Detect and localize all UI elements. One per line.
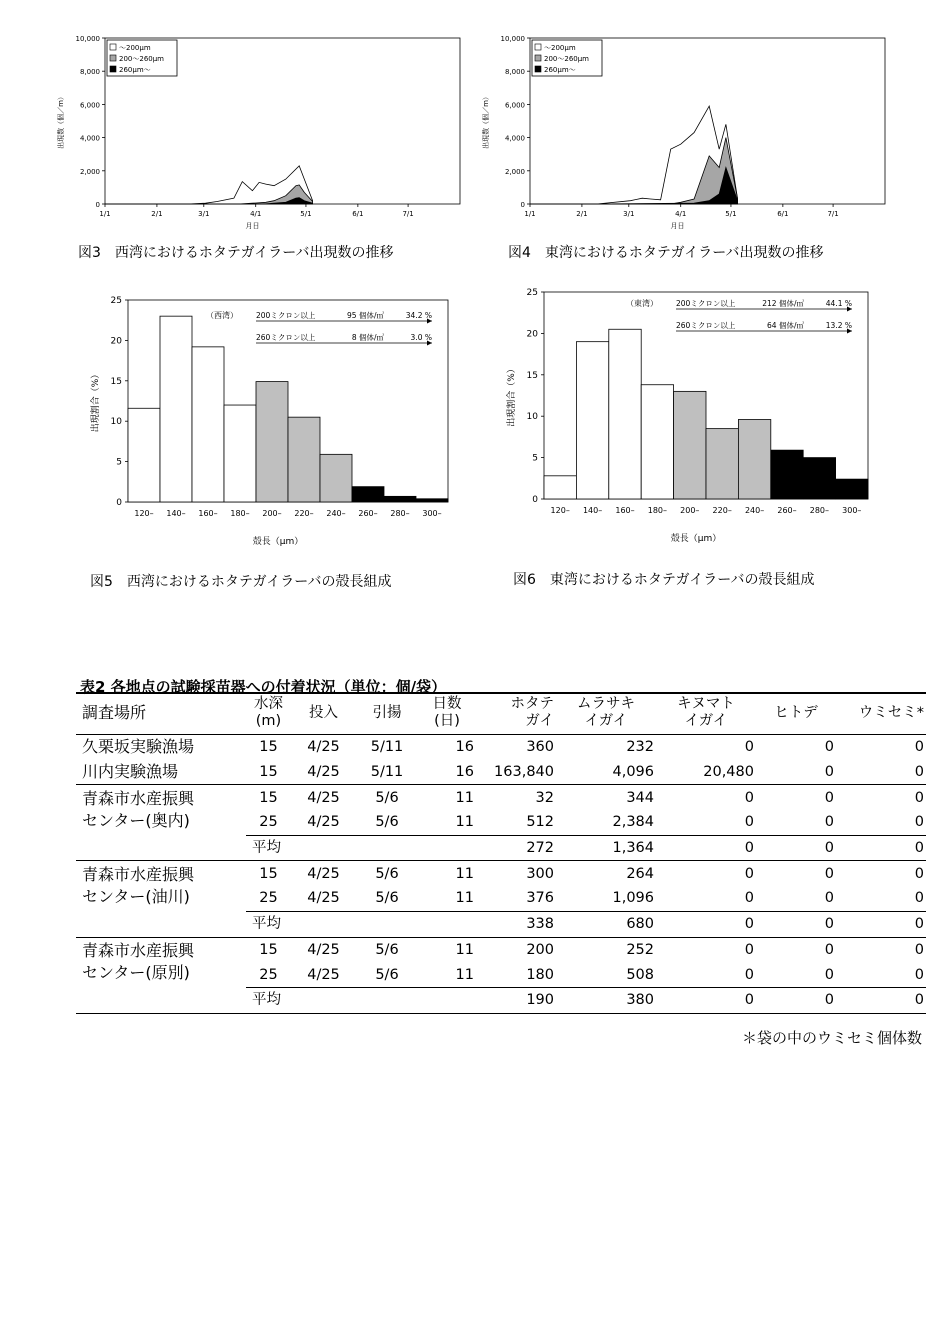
cell-murasaki: 344 — [556, 785, 656, 810]
x-tick-label: 4/1 — [675, 210, 687, 218]
x-tick-label: 7/1 — [402, 210, 414, 218]
cell-deploy: 4/25 — [307, 814, 340, 831]
cell-kinuta: 0 — [656, 835, 756, 861]
y-tick-label: 6,000 — [504, 101, 525, 110]
cell-days — [418, 911, 476, 937]
cell-umisemi: 0 — [836, 785, 926, 810]
y-tick-label: 8,000 — [79, 68, 100, 77]
bar — [771, 450, 803, 499]
fig3-chart — [55, 30, 465, 235]
cell-hitode: 0 — [756, 911, 836, 937]
x-tick-label: 4/1 — [250, 210, 262, 218]
cell-hitode: 0 — [824, 966, 834, 983]
bar — [803, 458, 835, 499]
x-tick-label: 1/1 — [99, 210, 111, 218]
x-tick-label: 220– — [294, 509, 314, 518]
cell-hotate: 338 — [476, 911, 556, 937]
bar — [576, 342, 608, 499]
bar — [641, 385, 673, 499]
bar — [320, 454, 352, 502]
bar — [256, 382, 288, 502]
cell-retrieve: 5/6 — [375, 966, 399, 983]
fig5-caption: 図5 西湾におけるホタテガイラーバの殻長組成 — [90, 574, 392, 590]
fig3-caption: 図3 西湾におけるホタテガイラーバ出現数の推移 — [78, 245, 394, 261]
legend-label: 260μm～ — [119, 66, 151, 74]
bar — [384, 496, 416, 502]
cell-hitode: 0 — [824, 814, 834, 831]
cell-umisemi: 0 — [914, 814, 924, 831]
cell-depth: 15 — [246, 937, 291, 962]
x-tick-label: 300– — [842, 506, 862, 515]
bar — [160, 316, 192, 502]
cell-days: 11 — [455, 814, 474, 831]
cell-retrieve: 5/6 — [356, 861, 418, 886]
table-row — [76, 937, 926, 962]
cell-hitode: 0 — [756, 785, 836, 810]
table-row — [76, 735, 926, 760]
legend-label: ～200μm — [119, 44, 151, 52]
annotation-value: 95 個体/㎥ — [347, 311, 384, 320]
y-tick-label: 0 — [532, 495, 538, 505]
cell-retrieve — [356, 911, 418, 937]
header-depth — [246, 693, 291, 735]
cell-depth: 15 — [246, 861, 291, 886]
x-tick-label: 5/1 — [725, 210, 737, 218]
cell-umisemi: 0 — [836, 835, 926, 861]
cell-murasaki: 264 — [556, 861, 656, 886]
y-tick-label: 0 — [116, 498, 122, 508]
cell-kinuta: 0 — [744, 890, 754, 907]
y-tick-label: 10 — [110, 417, 122, 428]
cell-hitode: 0 — [756, 987, 836, 1013]
empty-cell — [76, 911, 246, 937]
y-axis-label: 出現割合（%） — [507, 364, 517, 427]
figure-3 — [55, 30, 465, 235]
cell-deploy: 4/25 — [307, 739, 340, 756]
fig6-chart — [500, 283, 880, 558]
x-tick-label: 1/1 — [524, 210, 536, 218]
cell-murasaki: 2,384 — [612, 814, 654, 831]
annotation-percent: 3.0 % — [410, 333, 432, 342]
header-umisemi: ウミセミ* — [836, 693, 926, 735]
annotation-label: 200ミクロン以上 — [676, 299, 736, 308]
legend-label: ～200μm — [544, 44, 576, 52]
y-tick-label: 15 — [110, 376, 122, 387]
cell-deploy: 4/25 — [307, 890, 340, 907]
x-tick-label: 260– — [777, 506, 797, 515]
x-tick-label: 140– — [582, 506, 603, 515]
header-days — [418, 693, 476, 735]
x-tick-label: 240– — [326, 509, 346, 518]
site-name — [76, 861, 246, 911]
cell-kinuta: 0 — [656, 861, 756, 886]
legend-label: 260μm～ — [544, 66, 576, 74]
cell-days — [418, 987, 476, 1013]
x-tick-label: 160– — [615, 506, 635, 515]
cell-umisemi: 0 — [914, 966, 924, 983]
bar — [544, 476, 576, 499]
cell-deploy: 4/25 — [291, 937, 356, 962]
y-tick-label: 15 — [526, 370, 538, 381]
x-tick-label: 180– — [230, 509, 250, 518]
region-label: （西湾） — [206, 311, 238, 320]
table-footnote: ＊袋の中のウミセミ個体数 — [741, 1029, 922, 1047]
x-tick-label: 140– — [166, 509, 186, 518]
cell-depth: 15 — [246, 785, 291, 810]
cell-deploy: 4/25 — [291, 785, 356, 810]
annotation-value: 64 個体/㎥ — [767, 321, 804, 330]
cell-umisemi: 0 — [914, 764, 924, 781]
y-tick-label: 0 — [520, 201, 525, 209]
x-tick-label: 220– — [712, 506, 732, 515]
header-depth-line1: 水深 — [254, 696, 283, 712]
table-title: 表2 各地点の試験採苗器への付着状況（単位：個/袋） — [80, 678, 447, 696]
annotation-percent: 13.2 % — [825, 321, 852, 330]
x-tick-label: 280– — [809, 506, 830, 515]
cell-hitode: 0 — [824, 739, 834, 756]
legend-swatch — [535, 66, 541, 72]
cell-depth: 25 — [259, 966, 278, 983]
attachment-table — [76, 692, 926, 1014]
site-name: 久栗坂実験漁場 — [82, 737, 195, 757]
y-tick-label: 10,000 — [500, 35, 525, 43]
fig4-caption: 図4 東湾におけるホタテガイラーバ出現数の推移 — [508, 245, 824, 261]
legend-swatch — [535, 44, 541, 50]
region-label: （東湾） — [626, 299, 658, 308]
header-retrieve: 引揚 — [356, 693, 418, 735]
cell-murasaki: 1,096 — [612, 890, 654, 907]
y-tick-label: 4,000 — [79, 134, 100, 143]
bar — [609, 329, 641, 499]
cell-hitode: 0 — [824, 764, 834, 781]
legend-swatch — [110, 44, 116, 50]
bar — [192, 347, 224, 502]
cell-kinuta: 20,480 — [703, 764, 754, 781]
cell-average-label: 平均 — [246, 911, 291, 937]
cell-hotate: 180 — [526, 966, 554, 983]
table-row-average — [76, 835, 926, 861]
annotation-value: 212 個体/㎥ — [762, 299, 804, 308]
site-name-line1: 青森市水産振興 — [82, 789, 195, 809]
figure-5 — [80, 290, 460, 560]
cell-days — [418, 835, 476, 861]
header-hotate — [476, 693, 556, 735]
site-name-line2: センター(奥内) — [82, 811, 190, 831]
x-tick-label: 280– — [390, 509, 410, 518]
header-murasaki-line1: ムラサキ — [577, 696, 635, 712]
cell-deploy — [291, 911, 356, 937]
y-tick-label: 25 — [110, 296, 122, 306]
legend-swatch — [535, 55, 541, 61]
x-tick-label: 6/1 — [777, 210, 789, 218]
cell-hotate: 32 — [476, 785, 556, 810]
cell-umisemi: 0 — [836, 861, 926, 886]
cell-deploy — [291, 835, 356, 861]
cell-kinuta: 0 — [656, 937, 756, 962]
bar — [836, 479, 868, 499]
fig4-chart — [480, 30, 890, 235]
y-tick-label: 6,000 — [79, 101, 100, 110]
cell-days: 11 — [455, 966, 474, 983]
header-deploy: 投入 — [291, 693, 356, 735]
header-kinuta-line2: イガイ — [684, 713, 728, 729]
bar — [288, 417, 320, 502]
annotation-value: 8 個体/㎥ — [351, 333, 384, 342]
header-kinuta — [656, 693, 756, 735]
cell-murasaki: 508 — [626, 966, 654, 983]
x-axis-label: 殻長（μm） — [670, 534, 722, 544]
header-days-line1: 日数 — [432, 696, 462, 712]
cell-hotate: 200 — [476, 937, 556, 962]
cell-murasaki: 680 — [556, 911, 656, 937]
x-tick-label: 2/1 — [576, 210, 588, 218]
header-hitode: ヒトデ — [756, 693, 836, 735]
bar — [416, 499, 448, 502]
site-name — [76, 937, 246, 987]
cell-hotate: 376 — [526, 890, 554, 907]
x-tick-label: 120– — [134, 509, 154, 518]
cell-hitode: 0 — [756, 861, 836, 886]
legend-swatch — [110, 55, 116, 61]
cell-murasaki: 380 — [556, 987, 656, 1013]
cell-murasaki: 252 — [556, 937, 656, 962]
table-header-row — [76, 693, 926, 735]
x-tick-label: 180– — [647, 506, 668, 515]
cell-deploy: 4/25 — [291, 861, 356, 886]
table-row — [76, 760, 926, 785]
x-tick-label: 2/1 — [151, 210, 163, 218]
site-name-line2: センター(原別) — [82, 963, 190, 983]
figure-4 — [480, 30, 890, 235]
cell-umisemi: 0 — [836, 937, 926, 962]
legend-label: 200～260μm — [544, 55, 589, 63]
cell-days: 11 — [418, 785, 476, 810]
x-axis-label: 月日 — [670, 222, 685, 230]
x-tick-label: 160– — [198, 509, 218, 518]
figure-6 — [500, 283, 880, 558]
site-name-line2: センター(油川) — [82, 887, 190, 907]
cell-days: 11 — [418, 861, 476, 886]
cell-retrieve: 5/6 — [356, 785, 418, 810]
y-tick-label: 4,000 — [504, 134, 525, 143]
cell-average-label: 平均 — [246, 835, 291, 861]
cell-hotate: 272 — [476, 835, 556, 861]
cell-retrieve: 5/11 — [370, 764, 404, 781]
y-tick-label: 2,000 — [504, 167, 525, 176]
bar — [128, 408, 160, 502]
y-tick-label: 8,000 — [504, 68, 525, 77]
x-tick-label: 3/1 — [198, 210, 210, 218]
cell-depth: 25 — [259, 890, 278, 907]
bar — [352, 487, 384, 502]
site-name-line1: 青森市水産振興 — [82, 865, 195, 885]
site-name — [76, 785, 246, 835]
x-tick-label: 200– — [262, 509, 282, 518]
cell-kinuta: 0 — [744, 966, 754, 983]
cell-kinuta: 0 — [656, 911, 756, 937]
cell-hotate: 512 — [526, 814, 554, 831]
empty-cell — [76, 987, 246, 1013]
cell-depth: 15 — [259, 739, 278, 756]
y-tick-label: 0 — [95, 201, 100, 209]
y-tick-label: 10,000 — [75, 35, 100, 43]
y-tick-label: 20 — [110, 336, 122, 347]
x-tick-label: 260– — [358, 509, 378, 518]
y-tick-label: 25 — [526, 288, 538, 298]
cell-hotate: 190 — [476, 987, 556, 1013]
cell-murasaki: 1,364 — [556, 835, 656, 861]
y-tick-label: 5 — [532, 453, 538, 464]
annotation-label: 260ミクロン以上 — [676, 321, 736, 330]
cell-deploy — [291, 987, 356, 1013]
y-axis-label: 出現数（個／m） — [482, 93, 490, 149]
cell-days: 11 — [418, 937, 476, 962]
table-row — [76, 861, 926, 886]
cell-hotate: 360 — [526, 739, 554, 756]
legend-label: 200～260μm — [119, 55, 164, 63]
site-name-line1: 青森市水産振興 — [82, 941, 195, 961]
cell-retrieve: 5/11 — [370, 739, 404, 756]
cell-kinuta: 0 — [744, 739, 754, 756]
x-axis-label: 月日 — [245, 222, 260, 230]
y-axis-label: 出現数（個／m） — [57, 93, 65, 149]
cell-kinuta: 0 — [656, 987, 756, 1013]
x-tick-label: 3/1 — [623, 210, 635, 218]
x-tick-label: 7/1 — [827, 210, 839, 218]
cell-depth: 25 — [259, 814, 278, 831]
y-tick-label: 5 — [116, 457, 122, 468]
cell-hitode: 0 — [756, 937, 836, 962]
annotation-percent: 34.2 % — [405, 311, 432, 320]
cell-retrieve — [356, 987, 418, 1013]
x-axis-label: 殻長（μm） — [252, 537, 304, 547]
header-murasaki — [556, 693, 656, 735]
cell-umisemi: 0 — [836, 911, 926, 937]
cell-hotate: 300 — [476, 861, 556, 886]
header-hotate-line2: ガイ — [525, 713, 554, 729]
table-row-average — [76, 987, 926, 1013]
cell-hitode: 0 — [824, 890, 834, 907]
bar — [674, 391, 706, 499]
x-tick-label: 240– — [744, 506, 765, 515]
legend-swatch — [110, 66, 116, 72]
cell-kinuta: 0 — [656, 785, 756, 810]
cell-depth: 15 — [259, 764, 278, 781]
cell-murasaki: 4,096 — [612, 764, 654, 781]
x-tick-label: 120– — [550, 506, 570, 515]
cell-deploy: 4/25 — [307, 966, 340, 983]
cell-kinuta: 0 — [744, 814, 754, 831]
cell-retrieve: 5/6 — [375, 890, 399, 907]
y-axis-label: 出現割合（%） — [91, 369, 101, 433]
bar — [224, 405, 256, 502]
fig6-caption: 図6 東湾におけるホタテガイラーバの殻長組成 — [513, 572, 815, 588]
x-tick-label: 300– — [422, 509, 442, 518]
cell-retrieve: 5/6 — [356, 937, 418, 962]
cell-umisemi: 0 — [914, 890, 924, 907]
header-site: 調査場所 — [76, 693, 246, 735]
y-tick-label: 2,000 — [79, 167, 100, 176]
annotation-label: 200ミクロン以上 — [256, 311, 316, 320]
cell-murasaki: 232 — [626, 739, 654, 756]
cell-deploy: 4/25 — [307, 764, 340, 781]
header-depth-line2: (m) — [255, 713, 282, 729]
fig5-chart — [80, 290, 460, 560]
cell-hotate: 163,840 — [494, 764, 554, 781]
header-hotate-line1: ホタテ — [510, 696, 554, 712]
annotation-label: 260ミクロン以上 — [256, 333, 316, 342]
cell-retrieve — [356, 835, 418, 861]
empty-cell — [76, 835, 246, 861]
y-tick-label: 10 — [526, 412, 538, 423]
header-murasaki-line2: イガイ — [584, 713, 628, 729]
bar — [706, 429, 738, 499]
x-tick-label: 5/1 — [300, 210, 312, 218]
site-name: 川内実験漁場 — [82, 762, 179, 782]
cell-days: 11 — [455, 890, 474, 907]
cell-days: 16 — [455, 764, 474, 781]
cell-days: 16 — [455, 739, 474, 756]
header-days-line2: (日) — [434, 713, 460, 729]
header-kinuta-line1: キヌマト — [677, 696, 735, 712]
table-row-average — [76, 911, 926, 937]
bar — [738, 420, 770, 499]
x-tick-label: 200– — [680, 506, 700, 515]
x-tick-label: 6/1 — [352, 210, 364, 218]
cell-umisemi: 0 — [914, 739, 924, 756]
cell-hitode: 0 — [756, 835, 836, 861]
cell-umisemi: 0 — [836, 987, 926, 1013]
table-row — [76, 785, 926, 810]
cell-average-label: 平均 — [246, 987, 291, 1013]
cell-retrieve: 5/6 — [375, 814, 399, 831]
y-tick-label: 20 — [526, 329, 538, 340]
annotation-percent: 44.1 % — [825, 299, 852, 308]
